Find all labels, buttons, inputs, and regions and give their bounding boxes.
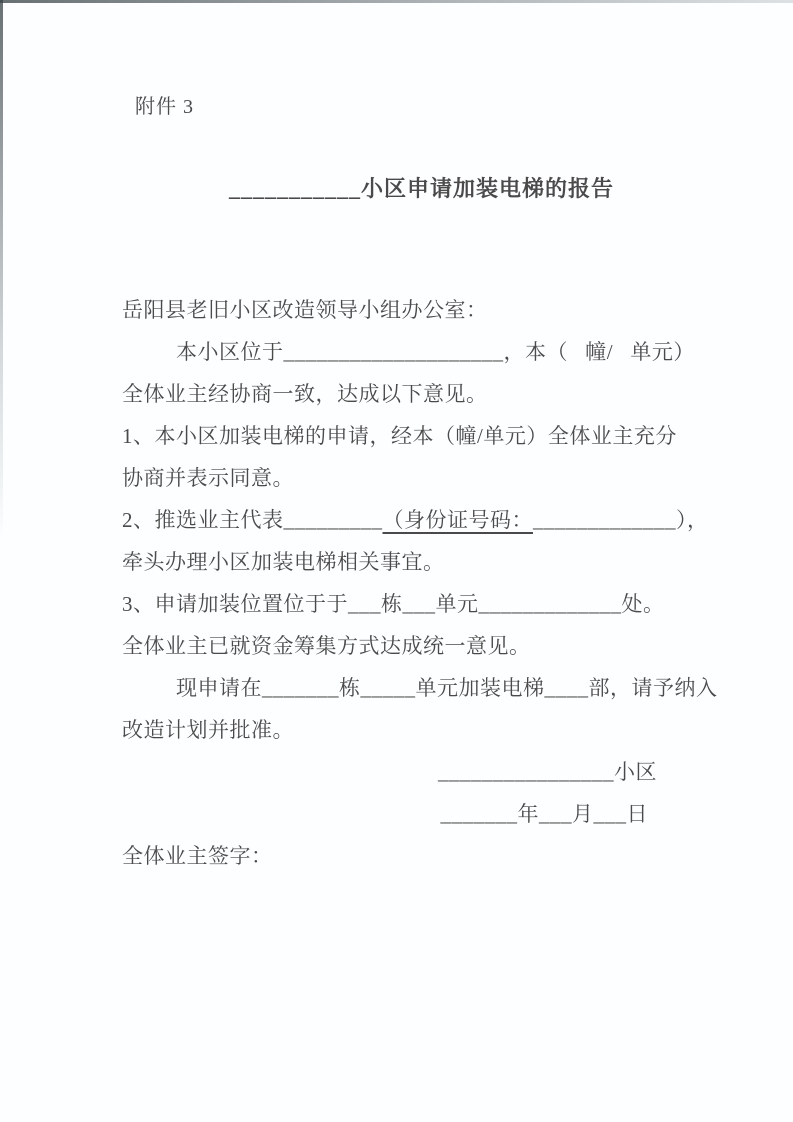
line-segment: ____: [544, 676, 589, 700]
scan-edge-left: [0, 0, 3, 540]
line-segment: 牵头办理小区加装电梯相关事宜。: [122, 550, 445, 574]
paragraph-line: [122, 289, 693, 331]
line-segment: _______: [262, 676, 339, 700]
line-segment: ________________: [438, 760, 614, 784]
line-segment: ___: [348, 592, 381, 616]
line-segment: 月: [572, 802, 594, 826]
paragraph-line: [122, 499, 709, 541]
paragraph-line: [122, 709, 693, 751]
line-segment: 本小区位于: [176, 340, 284, 364]
line-segment: 单元加装电梯: [415, 676, 545, 700]
signature-label-line: [122, 835, 693, 877]
paragraph-line: [122, 457, 693, 499]
community-sign-line: [122, 751, 693, 793]
title-text: 小区申请加装电梯的报告: [361, 176, 615, 201]
line-segment: ___: [593, 802, 627, 826]
document-body: [122, 289, 718, 877]
line-segment: ），: [676, 508, 709, 532]
line-segment: _____: [360, 676, 416, 700]
line-segment: _____________: [478, 592, 622, 616]
line-segment: 全体业主签字：: [122, 844, 273, 868]
paragraph-line: [122, 583, 693, 625]
line-segment: 1、本小区加装电梯的申请，经本（幢/单元）全体业主充分: [122, 424, 677, 448]
report-title: [122, 135, 693, 243]
paragraph-line: [122, 541, 693, 583]
paragraph-line: [122, 415, 693, 457]
line-segment: 栋: [381, 592, 403, 616]
paragraph-line: [122, 667, 718, 709]
title-blank-line: ___________: [229, 176, 361, 201]
line-segment: 3、申请加装位置位于于: [122, 592, 348, 616]
line-segment: 协商并表示同意。: [122, 466, 294, 490]
line-segment: 年: [517, 802, 539, 826]
line-segment: 现申请在: [176, 676, 262, 700]
attachment-label: 附件 3: [135, 96, 194, 118]
line-segment: ___: [402, 592, 436, 616]
line-segment: 全体业主已就资金筹集方式达成统一意见。: [122, 634, 531, 658]
line-segment: ，本（ 幢/ 单元）: [503, 340, 695, 364]
line-segment: 岳阳县老旧小区改造领导小组办公室：: [122, 298, 488, 322]
line-segment: 日: [626, 802, 648, 826]
paragraph-line: [122, 373, 693, 415]
line-segment: ____________________: [283, 340, 504, 364]
paragraph-line: [122, 625, 693, 667]
date-sign-line: [122, 793, 693, 835]
line-segment: 处。: [621, 592, 665, 616]
line-segment: ___: [539, 802, 572, 826]
line-segment: 栋: [339, 676, 361, 700]
line-segment: 部，请予纳入: [588, 676, 718, 700]
paragraph-line: [122, 331, 693, 373]
line-segment: _________: [283, 508, 383, 532]
line-segment: 全体业主经协商一致，达成以下意见。: [122, 382, 488, 406]
line-segment: （身份证号码：: [382, 508, 533, 532]
scan-edge-top: [0, 0, 793, 3]
line-segment: 单元: [435, 592, 479, 616]
line-segment: 小区: [614, 760, 657, 784]
line-segment: _______: [440, 802, 518, 826]
line-segment: 改造计划并批准。: [122, 718, 294, 742]
line-segment: _____________: [533, 508, 676, 532]
line-segment: 2、推选业主代表: [122, 508, 284, 532]
